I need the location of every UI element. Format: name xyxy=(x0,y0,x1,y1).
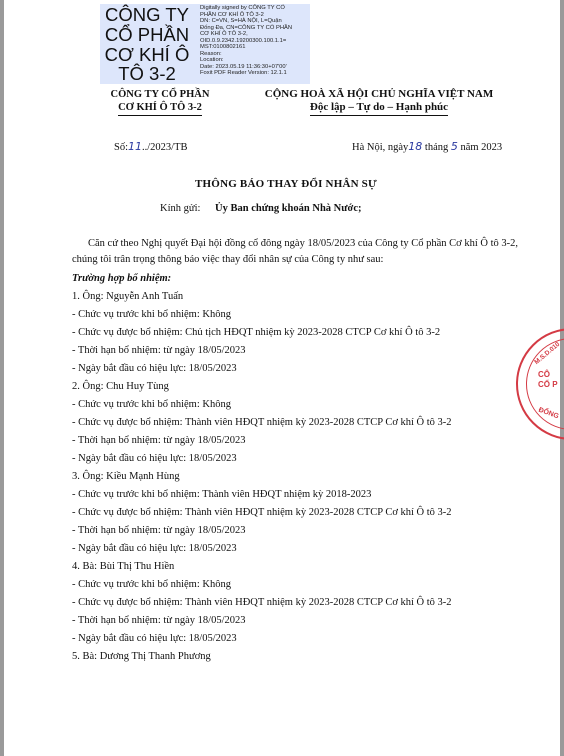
signature-detail-line: Date: 2023.05.19 11:36:30+07'00' xyxy=(200,63,287,70)
stamp-ring-text: M.S.D.010 xyxy=(533,340,562,367)
stamp-center-line: CÔ xyxy=(538,370,550,379)
intro-paragraph: Căn cứ theo Nghị quyết Đại hội đồng cổ đông ngày 18/05/2023 của Công ty Cổ phần Cơ khí Ô tô 3-2, chúng tôi trân trọng thông báo việc thay đổi nhân sự của Công ty như sau: xyxy=(72,238,519,265)
document-number-suffix: ../2023/TB xyxy=(142,142,188,153)
stamp-bottom-text: ĐỐNG xyxy=(537,406,560,421)
signature-detail-line: Digitally signed by CÔNG TY CỔ xyxy=(200,5,285,11)
signature-detail-line: OID.0.9.2342.19200300.100.1.1= xyxy=(200,37,287,44)
signature-detail-line: Reason: xyxy=(200,50,222,57)
signature-detail-line: CƠ KHÍ Ô TÔ 3-2, xyxy=(200,31,248,38)
addressee-recipient: Ủy Ban chứng khoán Nhà Nước; xyxy=(215,203,362,214)
list-item: - Ngày bắt đầu có hiệu lực: 18/05/2023 xyxy=(72,453,237,464)
stamp-center-text xyxy=(538,370,558,390)
appointment-list xyxy=(72,271,542,666)
list-item: - Ngày bắt đầu có hiệu lực: 18/05/2023 xyxy=(72,363,237,374)
date-month-handwritten: 5 xyxy=(450,140,458,153)
list-item: - Chức vụ trước khi bổ nhiệm: Không xyxy=(72,579,231,590)
list-item: 3. Ông: Kiều Mạnh Hùng xyxy=(72,471,180,482)
signature-detail-line: MST:0100802161 xyxy=(200,44,246,51)
list-item: 2. Ông: Chu Huy Tùng xyxy=(72,381,169,392)
signature-details xyxy=(200,5,312,77)
list-item: - Chức vụ được bổ nhiệm: Chủ tịch HĐQT nhiệm kỳ 2023-2028 CTCP Cơ khí Ô tô 3-2 xyxy=(72,327,441,338)
list-item: - Chức vụ được bổ nhiệm: Thành viên HĐQT nhiệm kỳ 2023-2028 CTCP Cơ khí Ô tô 3-2 xyxy=(72,597,452,608)
company-name-line1: CÔNG TY CỔ PHẦN xyxy=(110,89,210,100)
company-header xyxy=(80,88,240,116)
list-item: - Chức vụ trước khi bổ nhiệm: Thành viên HĐQT nhiệm kỳ 2018-2023 xyxy=(72,489,372,500)
addressee-label: Kính gửi: xyxy=(160,203,201,214)
date-prefix: Hà Nội, ngày xyxy=(352,142,409,153)
list-item: - Thời hạn bổ nhiệm: từ ngày 18/05/2023 xyxy=(72,435,246,446)
national-motto: Độc lập – Tự do – Hạnh phúc xyxy=(310,101,448,116)
document-date xyxy=(352,140,502,153)
date-month-label: tháng xyxy=(424,142,449,153)
list-item: - Chức vụ được bổ nhiệm: Thành viên HĐQT nhiệm kỳ 2023-2028 CTCP Cơ khí Ô tô 3-2 xyxy=(72,417,452,428)
national-header xyxy=(248,88,510,116)
list-item: - Thời hạn bổ nhiệm: từ ngày 18/05/2023 xyxy=(72,615,246,626)
list-item: 1. Ông: Nguyễn Anh Tuấn xyxy=(72,291,184,302)
digital-signature-box[interactable] xyxy=(100,4,310,84)
date-day-handwritten: 18 xyxy=(408,140,423,153)
company-name-line2: CƠ KHÍ Ô TÔ 3-2 xyxy=(118,101,202,116)
document-number-prefix: Số: xyxy=(114,142,129,153)
list-item: 5. Bà: Dương Thị Thanh Phương xyxy=(72,651,211,662)
signature-detail-line: DN: C=VN, S=HÀ NỘI, L=Quận xyxy=(200,18,282,25)
signature-detail-line: Location: xyxy=(200,57,224,64)
stamp-center-line: CỔ P xyxy=(538,380,558,389)
list-item: - Chức vụ được bổ nhiệm: Thành viên HĐQT nhiệm kỳ 2023-2028 CTCP Cơ khí Ô tô 3-2 xyxy=(72,507,452,518)
signature-detail-line: Đống Đa, CN=CÔNG TY CỔ PHẦN xyxy=(200,24,293,31)
signature-detail-line: Foxit PDF Reader Version: 12.1.1 xyxy=(200,70,287,77)
list-item: - Chức vụ trước khi bổ nhiệm: Không xyxy=(72,309,231,320)
list-item: - Ngày bắt đầu có hiệu lực: 18/05/2023 xyxy=(72,543,237,554)
list-item: - Chức vụ trước khi bổ nhiệm: Không xyxy=(72,399,231,410)
date-year: năm 2023 xyxy=(460,142,503,153)
section-heading: Trường hợp bổ nhiệm: xyxy=(72,273,172,284)
list-item: - Thời hạn bổ nhiệm: từ ngày 18/05/2023 xyxy=(72,345,246,356)
list-item: - Thời hạn bổ nhiệm: từ ngày 18/05/2023 xyxy=(72,525,246,536)
list-item: - Ngày bắt đầu có hiệu lực: 18/05/2023 xyxy=(72,633,237,644)
document-number xyxy=(114,140,188,153)
national-title: CỘNG HOÀ XÃ HỘI CHỦ NGHĨA VIỆT NAM xyxy=(264,88,494,100)
document-number-handwritten: 11 xyxy=(128,140,143,153)
document-title: THÔNG BÁO THAY ĐỔI NHÂN SỰ xyxy=(195,178,377,190)
signature-company-name: CÔNG TY CỔ PHẦN CƠ KHÍ Ô TÔ 3-2 xyxy=(104,4,190,85)
list-item: 4. Bà: Bùi Thị Thu Hiền xyxy=(72,561,175,572)
signature-detail-line: PHẦN CƠ KHÍ Ô TÔ 3-2 xyxy=(200,11,264,18)
addressee xyxy=(160,203,362,214)
document-page xyxy=(4,0,560,756)
